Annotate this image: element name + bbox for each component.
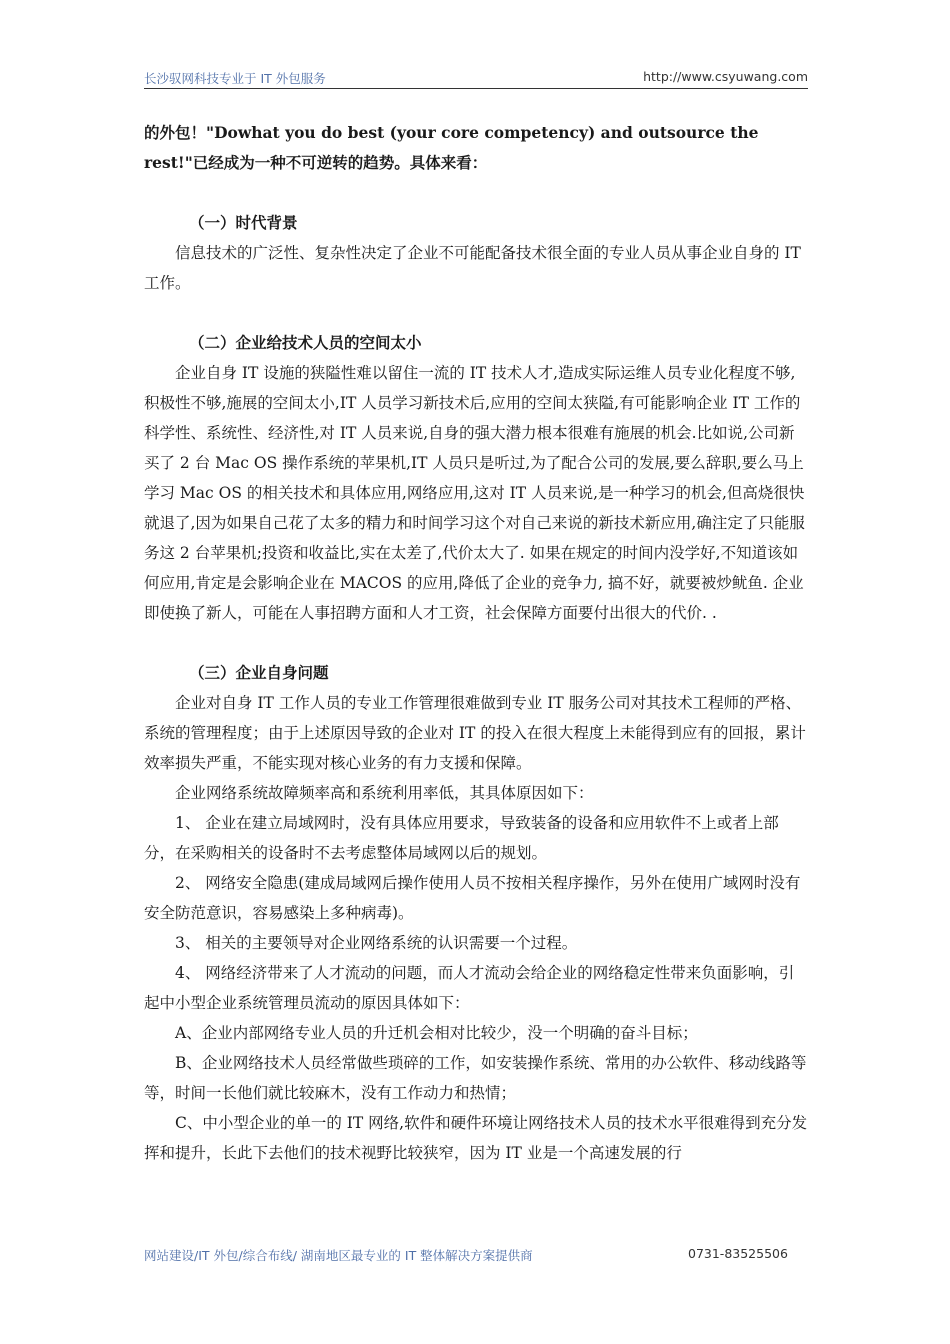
section-1-paragraph: 信息技术的广泛性、复杂性决定了企业不可能配备技术很全面的专业人员从事企业自身的 IT 工作。: [144, 244, 801, 292]
document-body: [144, 118, 808, 1168]
footer-services: 网站建设/IT 外包/综合布线/ 湖南地区最专业的 IT 整体解决方案提供商: [144, 1248, 533, 1263]
list-item-3: 3、 相关的主要领导对企业网络系统的认识需要一个过程。: [175, 934, 578, 952]
header-url: http://www.csyuwang.com: [643, 69, 808, 84]
section-3-title: （三）企业自身问题: [189, 663, 329, 682]
list-item-2: 2、 网络安全隐患(建成局域网后操作使用人员不按相关程序操作，另外在使用广域网时没有安全防范意识，容易感染上多种病毒)。: [144, 874, 801, 922]
section-2-title: （二）企业给技术人员的空间太小: [189, 333, 422, 352]
section-2-paragraph: 企业自身 IT 设施的狭隘性难以留住一流的 IT 技术人才,造成实际运维人员专业化程度不够,积极性不够,施展的空间太小,IT 人员学习新技术后,应用的空间太狭隘,有可能影响企业 IT 工作的科学性、系统性、经济性,对 IT 人员来说,自身的强大潜力根本很难有施展的机会.比如说,公司新买了 2 台 Mac OS 操作系统的苹果机,IT 人员只是听过,为了配合公司的发展,要么辞职,要么马上学习 Mac OS 的相关技术和具体应用,网络应用,这对 IT 人员来说,是一种学习的机会,但高烧很快就退了,因为如果自己花了太多的精力和时间学习这个对自己来说的新技术新应用,确注定了只能服务这 2 台苹果机;投资和收益比,实在太差了,代价太大了. 如果在规定的时间内没学好,不知道该如何应用,肯定是会影响企业在 MACOS 的应用,降低了企业的竞争力, 搞不好，就要被炒鱿鱼. 企业即使换了新人，可能在人事招聘方面和人才工资，社会保障方面要付出很大的代价. .: [144, 364, 805, 622]
page-header: [144, 66, 808, 89]
section-3-paragraph-2: 企业网络系统故障频率高和系统利用率低，其具体原因如下：: [175, 784, 594, 802]
sub-item-a: A、企业内部网络专业人员的升迁机会相对比较少，没一个明确的奋斗目标；: [175, 1024, 698, 1042]
footer-phone: 0731-83525506: [688, 1246, 788, 1261]
header-company: 长沙驭网科技专业于 IT 外包服务: [144, 71, 326, 86]
sub-item-c: C、中小型企业的单一的 IT 网络,软件和硬件环境让网络技术人员的技术水平很难得到充分发挥和提升，长此下去他们的技术视野比较狭窄，因为 IT 业是一个高速发展的行: [144, 1114, 808, 1162]
page-footer: [144, 1246, 808, 1264]
list-item-4: 4、 网络经济带来了人才流动的问题，而人才流动会给企业的网络稳定性带来负面影响，引起中小型企业系统管理员流动的原因具体如下：: [144, 964, 795, 1012]
section-3-paragraph-1: 企业对自身 IT 工作人员的专业工作管理很难做到专业 IT 服务公司对其技术工程师的严格、系统的管理程度；由于上述原因导致的企业对 IT 的投入在很大程度上未能得到应有的回报，累计效率损失严重，不能实现对核心业务的有力支援和保障。: [144, 694, 806, 772]
section-1-title: （一）时代背景: [189, 213, 298, 232]
list-item-1: 1、 企业在建立局域网时，没有具体应用要求，导致装备的设备和应用软件不上或者上部分，在采购相关的设备时不去考虑整体局域网以后的规划。: [144, 814, 779, 862]
intro-paragraph: 的外包！"Dowhat you do best (your core competency) and outsource the rest!"已经成为一种不可逆转的趋势。具体来看：: [144, 123, 759, 172]
sub-item-b: B、企业网络技术人员经常做些琐碎的工作，如安装操作系统、常用的办公软件、移动线路等等，时间一长他们就比较麻木，没有工作动力和热情；: [144, 1054, 807, 1102]
